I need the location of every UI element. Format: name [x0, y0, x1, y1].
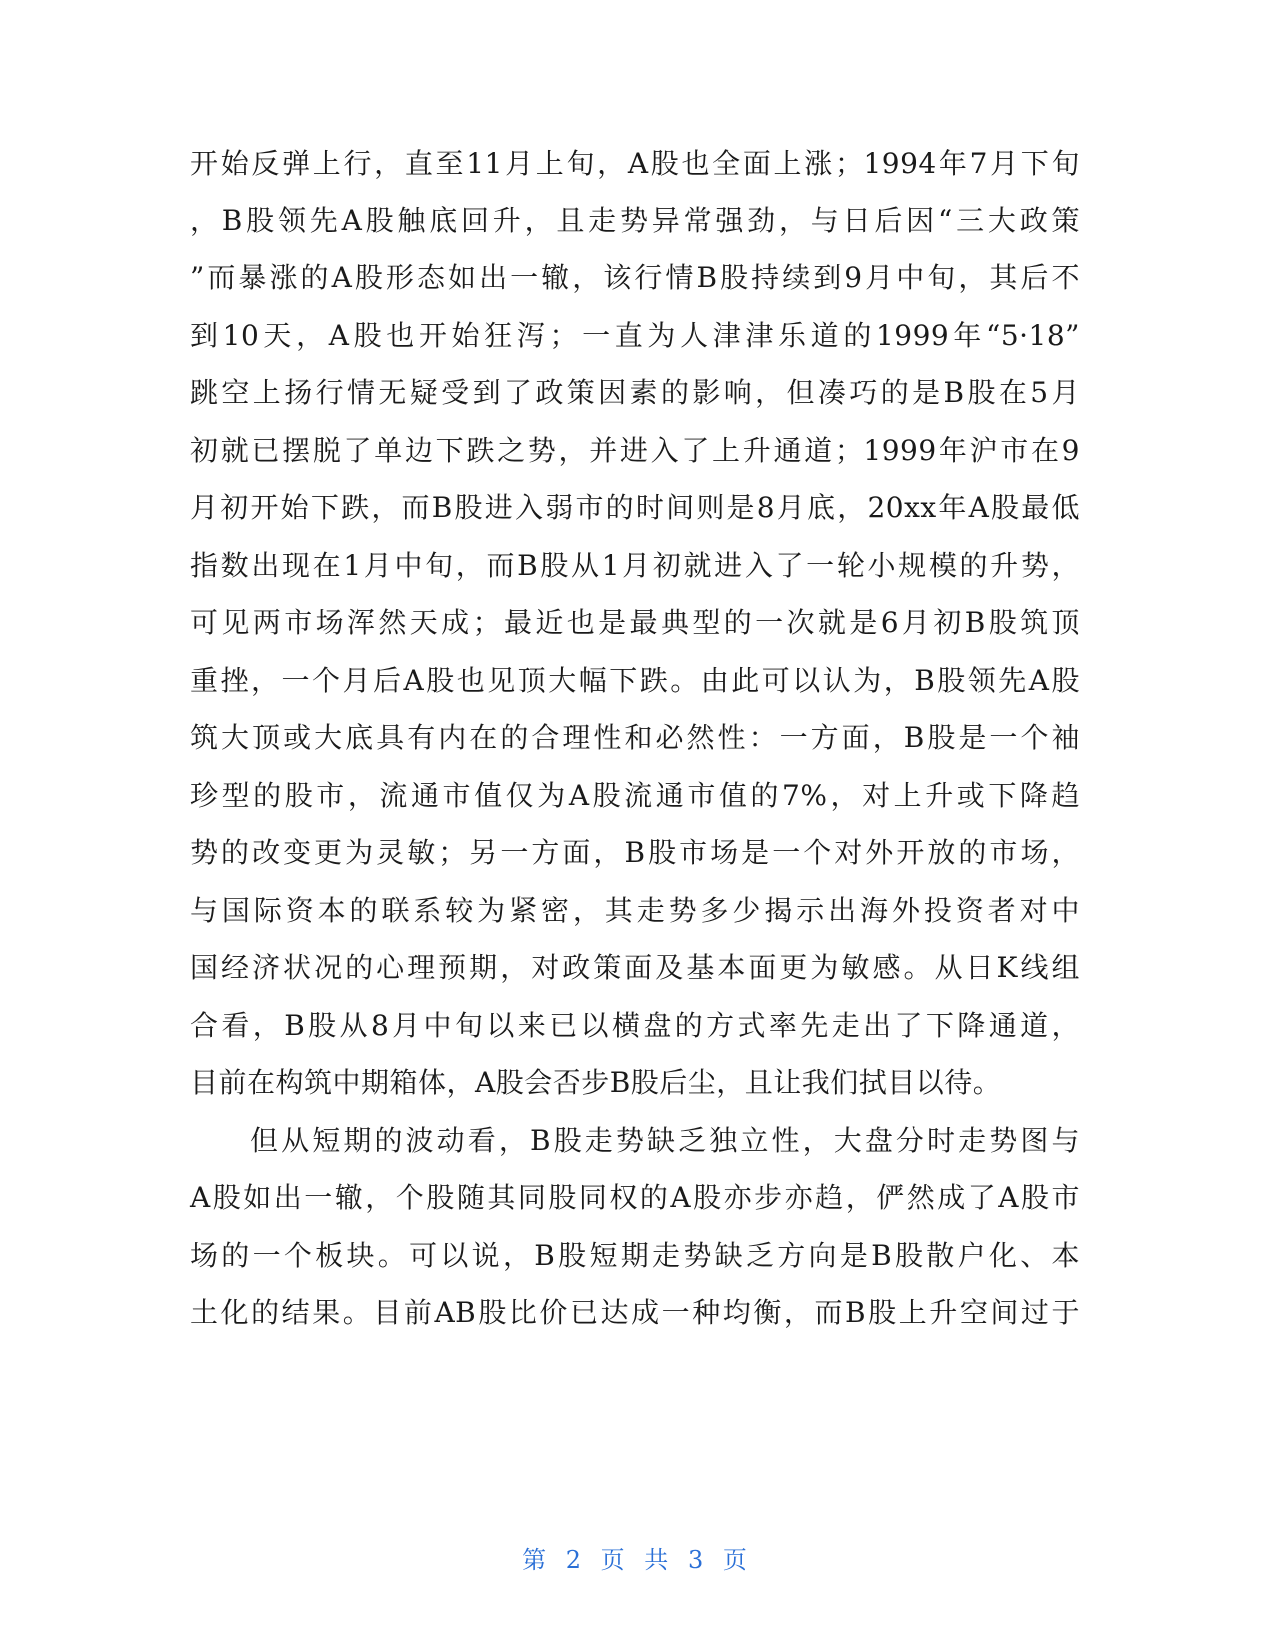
body-text-line: ”而暴涨的A股形态如出一辙，该行情B股持续到9月中旬，其后不 — [190, 261, 1080, 294]
body-text-line: 珍型的股市，流通市值仅为A股流通市值的7%，对上升或下降趋 — [190, 779, 1080, 812]
body-text-line: 初就已摆脱了单边下跌之势，并进入了上升通道；1999年沪市在9 — [190, 434, 1080, 467]
body-text-line: 国经济状况的心理预期，对政策面及基本面更为敏感。从日K线组 — [190, 951, 1080, 984]
body-text-line: 开始反弹上行，直至11月上旬，A股也全面上涨；1994年7月下旬 — [190, 147, 1080, 180]
body-text-line: 可见两市场浑然天成；最近也是最典型的一次就是6月初B股筑顶 — [190, 606, 1080, 639]
body-text-line: 合看，B股从8月中旬以来已以横盘的方式率先走出了下降通道， — [190, 1009, 1080, 1042]
body-text-line: 筑大顶或大底具有内在的合理性和必然性：一方面，B股是一个袖 — [190, 721, 1080, 754]
body-text-line: ，B股领先A股触底回升，且走势异常强劲，与日后因“三大政策 — [190, 204, 1080, 237]
body-text-line: 到10天，A股也开始狂泻；一直为人津津乐道的1999年“5·18” — [190, 319, 1080, 352]
body-text-line: 重挫，一个月后A股也见顶大幅下跌。由此可以认为，B股领先A股 — [190, 664, 1080, 697]
body-text-line: A股如出一辙，个股随其同股同权的A股亦步亦趋，俨然成了A股市 — [190, 1181, 1080, 1214]
body-text-line: 月初开始下跌，而B股进入弱市的时间则是8月底，20xx年A股最低 — [190, 491, 1080, 524]
body-text-line: 但从短期的波动看，B股走势缺乏独立性，大盘分时走势图与 — [250, 1124, 1080, 1157]
body-text-line: 指数出现在1月中旬，而B股从1月初就进入了一轮小规模的升势， — [190, 549, 1080, 582]
body-text-line: 土化的结果。目前AB股比价已达成一种均衡，而B股上升空间过于 — [190, 1296, 1080, 1329]
body-text-line: 场的一个板块。可以说，B股短期走势缺乏方向是B股散户化、本 — [190, 1239, 1080, 1272]
page-number-footer: 第 2 页 共 3 页 — [522, 1546, 753, 1574]
body-text-line: 势的改变更为灵敏；另一方面，B股市场是一个对外开放的市场， — [190, 836, 1080, 869]
body-text-line: 目前在构筑中期箱体，A股会否步B股后尘，且让我们拭目以待。 — [190, 1066, 1002, 1099]
body-text-line: 跳空上扬行情无疑受到了政策因素的影响，但凑巧的是B股在5月 — [190, 376, 1080, 409]
body-text-line: 与国际资本的联系较为紧密，其走势多少揭示出海外投资者对中 — [190, 894, 1080, 927]
